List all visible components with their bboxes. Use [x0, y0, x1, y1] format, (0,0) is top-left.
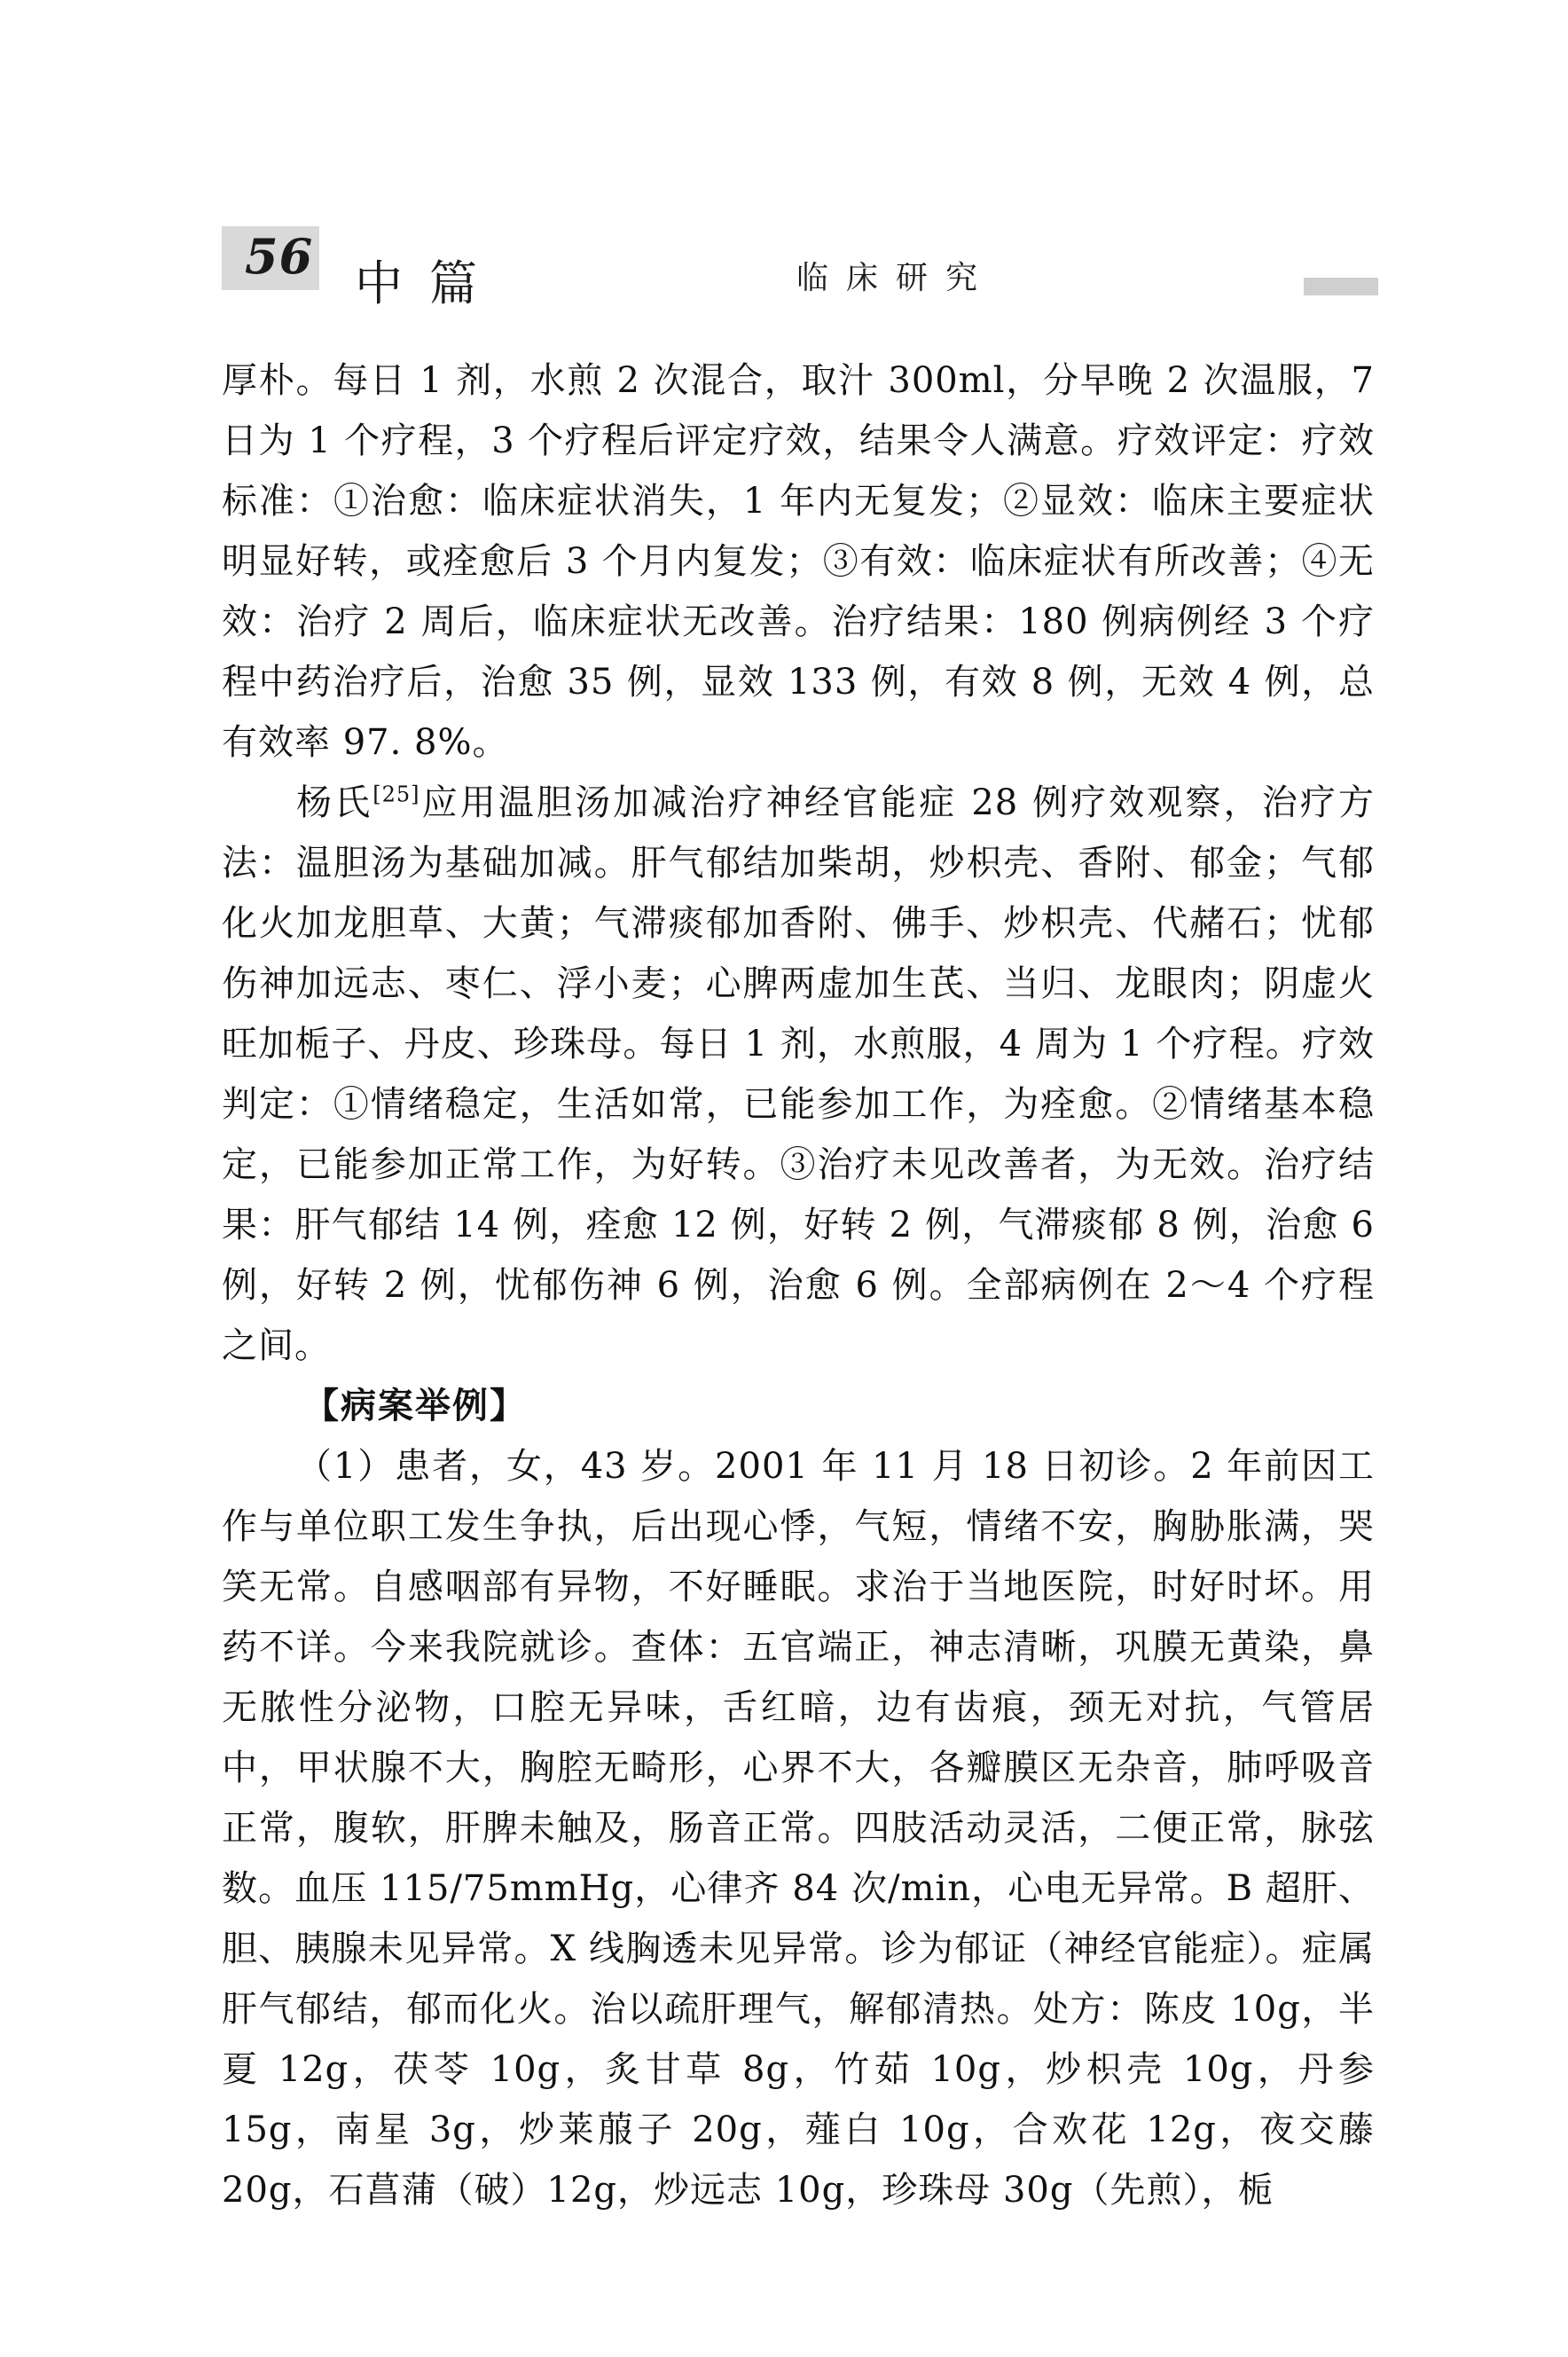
case-examples-heading: 【病案举例】 — [303, 1386, 527, 1426]
paragraph-2-text: 应用温胆汤加减治疗神经官能症 28 例疗效观察，治疗方法：温胆汤为基础加减。肝气郁结加柴胡，炒枳壳、香附、郁金；气郁化火加龙胆草、大黄；气滞痰郁加香附、佛手、炒枳壳、代赭石；忧郁伤神加远志、枣仁、浮小麦；心脾两虚加生芪、当归、龙眼肉；阴虚火旺加栀子、丹皮、珍珠母。每日 1 剂，水煎服，4 周为 1 个疗程。疗效判定：①情绪稳定，生活如常，已能参加工作，为痊愈。②情绪基本稳定，已能参加正常工作，为好转。③治疗未见改善者，为无效。治疗结果：肝气郁结 14 例，痊愈 12 例，好转 2 例，气滞痰郁 8 例，治愈 6 例，好转 2 例，忧郁伤神 6 例，治愈 6 例。全部病例在 2～4 个疗程之间。 — [222, 782, 1376, 1366]
page-number-box — [222, 226, 319, 290]
paragraph-1: 厚朴。每日 1 剂，水煎 2 次混合，取汁 300ml，分早晚 2 次温服，7 日为 1 个疗程，3 个疗程后评定疗效，结果令人满意。疗效评定：疗效标准：①治愈：临床症状消失，1 年内无复发；②显效：临床主要症状明显好转，或痊愈后 3 个月内复发；③有效：临床症状有所改善；④无效：治疗 2 周后，临床症状无改善。治疗结果：180 例病例经 3 个疗程中药治疗后，治愈 35 例，显效 133 例，有效 8 例，无效 4 例，总有效率 97. 8%。 — [222, 360, 1375, 763]
citation-marker: [25] — [372, 782, 420, 807]
page-number: 56 — [245, 228, 314, 285]
part-label: 中篇 — [355, 255, 504, 311]
paragraph-3: （1）患者，女，43 岁。2001 年 11 月 18 日初诊。2 年前因工作与单位职工发生争执，后出现心悸，气短，情绪不安，胸胁胀满，哭笑无常。自感咽部有异物，不好睡眠。求治于当地医院，时好时坏。用药不详。今来我院就诊。查体：五官端正，神志清晰，巩膜无黄染，鼻无脓性分泌物，口腔无异味，舌红暗，边有齿痕，颈无对抗，气管居中，甲状腺不大，胸腔无畸形，心界不大，各瓣膜区无杂音，肺呼吸音正常，腹软，肝脾未触及，肠音正常。四肢活动灵活，二便正常，脉弦数。血压 115/75mmHg，心律齐 84 次/min，心电无异常。B 超肝、胆、胰腺未见异常。X 线胸透未见异常。诊为郁证（神经官能症）。症属肝气郁结，郁而化火。治以疏肝理气，解郁清热。处方：陈皮 10g，半夏 12g，茯苓 10g，炙甘草 8g，竹茹 10g，炒枳壳 10g，丹参 15g，南星 3g，炒莱菔子 20g，薤白 10g，合欢花 12g，夜交藤 20g，石菖蒲（破）12g，炒远志 10g，珍珠母 30g（先煎），栀 — [222, 1446, 1375, 2211]
paragraph-2-author: 杨氏 — [296, 782, 373, 823]
body-text — [222, 350, 1375, 2220]
paragraph-2 — [222, 773, 1375, 1376]
header-decoration — [1304, 278, 1378, 295]
running-header — [222, 226, 1375, 311]
section-label: 临床研究 — [796, 260, 996, 296]
